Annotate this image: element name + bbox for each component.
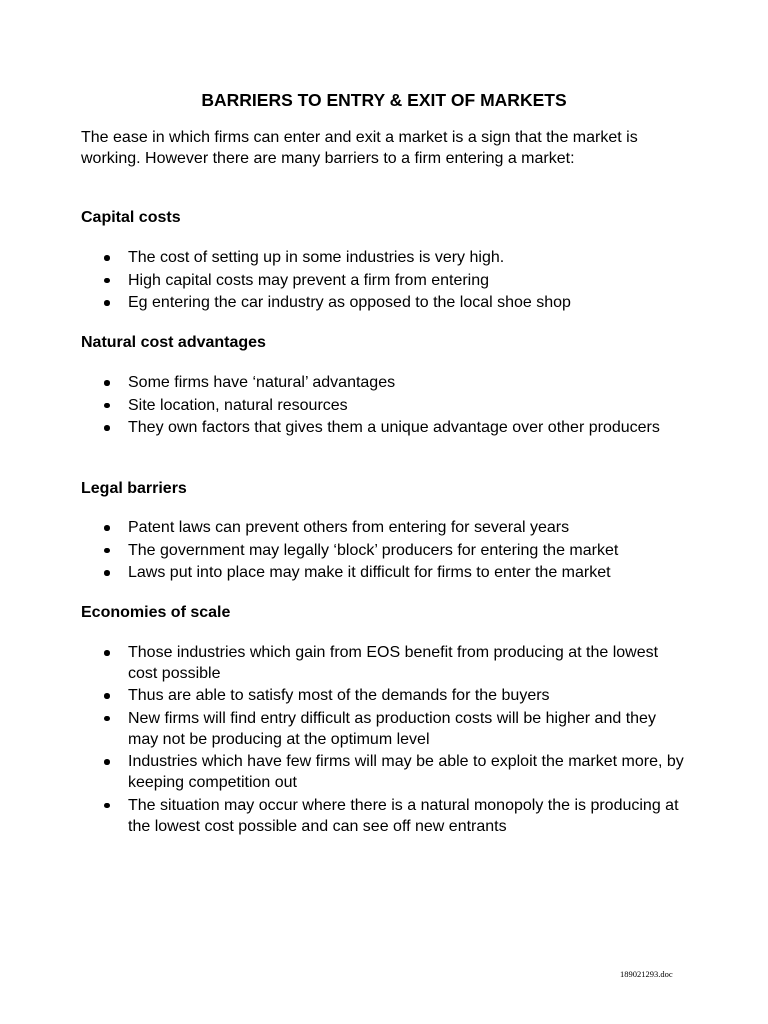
bullet-icon [104,803,110,809]
list-item-text: New firms will find entry difficult as production costs will be higher and they may not be producing at the optimum level [128,709,656,748]
list-item-text: The government may legally ‘block’ producers for entering the market [128,541,619,559]
bullet-icon [104,693,110,699]
list-item-text: Eg entering the car industry as opposed to the local shoe shop [128,294,571,312]
list-item [0,709,688,751]
bullet-icon [104,548,110,554]
list-item [0,293,688,314]
section-heading-capital-costs: Capital costs [81,209,181,226]
bullet-list-natural-cost-advantages [0,373,688,441]
list-item [0,518,688,539]
bullet-icon [104,425,110,431]
list-item [0,541,688,562]
section-heading-legal-barriers: Legal barriers [81,480,187,497]
list-item-text: Site location, natural resources [128,396,348,414]
list-item-text: The cost of setting up in some industries is very high. [128,249,505,266]
list-item [0,752,688,794]
list-item [0,796,688,838]
list-item [0,373,688,394]
bullet-icon [104,525,110,531]
list-item-text: Industries which have few firms will may be able to exploit the market more, by keeping competition out [128,753,684,792]
bullet-list-capital-costs [0,248,688,316]
section-heading-natural-cost-advantages: Natural cost advantages [81,334,266,351]
list-item [0,396,688,417]
bullet-icon [104,255,110,261]
list-item-text: Those industries which gain from EOS benefit from producing at the lowest cost possible [128,644,659,682]
intro-paragraph: The ease in which firms can enter and exit a market is a sign that the market is working. However there are many barriers to a firm entering a market: [81,129,638,167]
bullet-icon [104,570,110,576]
list-item [0,271,688,292]
list-item-text: Patent laws can prevent others from entering for several years [128,519,570,536]
bullet-icon [104,759,110,765]
page-title: BARRIERS TO ENTRY & EXIT OF MARKETS [201,90,567,110]
list-item [0,418,688,439]
list-item [0,686,688,707]
footer-filename: 189021293.doc [620,969,673,979]
list-item-text: The situation may occur where there is a natural monopoly the is producing at the lowest cost possible and can see off new entrants [128,796,679,835]
bullet-icon [104,403,110,409]
list-item-text: Laws put into place may make it difficult for firms to enter the market [128,564,611,582]
bullet-list-economies-of-scale [0,643,688,839]
bullet-icon [104,278,110,284]
bullet-icon [104,380,110,386]
bullet-icon [104,650,110,656]
bullet-icon [104,300,110,306]
list-item-text: High capital costs may prevent a firm from entering [128,271,490,289]
list-item-text: They own factors that gives them a unique advantage over other producers [128,419,660,437]
list-item-text: Some firms have ‘natural’ advantages [128,374,396,391]
list-item [0,563,688,584]
section-heading-economies-of-scale: Economies of scale [81,604,231,621]
list-item [0,643,688,685]
bullet-list-legal-barriers [0,518,688,586]
list-item [0,248,688,269]
bullet-icon [104,716,110,722]
list-item-text: Thus are able to satisfy most of the demands for the buyers [128,687,550,705]
